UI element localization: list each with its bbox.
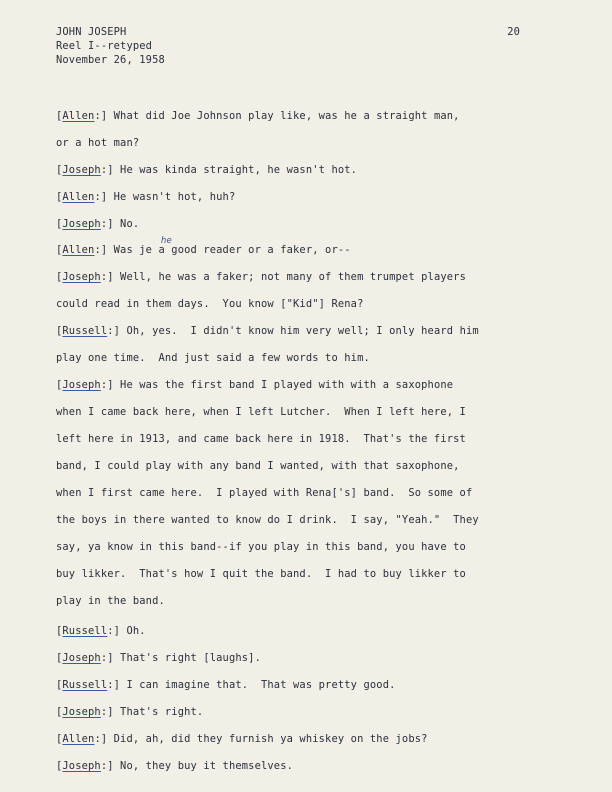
speaker-label: [Joseph:] xyxy=(56,760,114,772)
transcript-line xyxy=(56,759,293,773)
speaker-label: [Allen:] xyxy=(56,733,108,745)
line-text: Well, he was a faker; not many of them trumpet players xyxy=(113,271,466,283)
transcript-line xyxy=(56,624,146,638)
transcript-line xyxy=(56,567,466,581)
transcript-line xyxy=(56,324,479,338)
transcript-line xyxy=(56,705,203,719)
transcript-line xyxy=(56,594,165,608)
speaker-label: [Russell:] xyxy=(56,325,121,337)
speaker-label: [Allen:] xyxy=(56,244,108,256)
line-text: left here in 1913, and came back here in 1918. That's the first xyxy=(56,433,466,445)
line-text: or a hot man? xyxy=(56,137,140,149)
line-text: That's right [laughs]. xyxy=(113,652,261,664)
page-number: 20 xyxy=(507,26,520,38)
line-text: I can imagine that. That was pretty good. xyxy=(120,679,396,691)
line-text: the boys in there wanted to know do I drink. I say, "Yeah." They xyxy=(56,514,479,526)
line-text: Oh. xyxy=(120,625,146,637)
line-text: No, they buy it themselves. xyxy=(113,760,294,772)
line-text: when I first came here. I played with Rena['s] band. So some of xyxy=(56,487,473,499)
line-text: Oh, yes. I didn't know him very well; I only heard him xyxy=(120,325,479,337)
line-text: when I came back here, when I left Lutcher. When I left here, I xyxy=(56,406,466,418)
speaker-label: [Joseph:] xyxy=(56,379,114,391)
line-text: Did, ah, did they furnish ya whiskey on the jobs? xyxy=(107,733,428,745)
header-date: November 26, 1958 xyxy=(56,54,165,66)
transcript-line xyxy=(56,513,479,527)
transcript-line xyxy=(56,136,139,150)
line-text: That's right. xyxy=(113,706,204,718)
transcript-line xyxy=(56,405,466,419)
transcript-line xyxy=(56,109,460,123)
speaker-label: [Joseph:] xyxy=(56,652,114,664)
line-text: What did Joe Johnson play like, was he a straight man, xyxy=(107,110,460,122)
transcript-line xyxy=(56,651,261,665)
line-text: say, ya know in this band--if you play in this band, you have to xyxy=(56,541,466,553)
speaker-label: [Russell:] xyxy=(56,625,121,637)
speaker-label: [Allen:] xyxy=(56,191,108,203)
transcript-line xyxy=(56,297,363,311)
transcript-line xyxy=(56,378,453,392)
document-header xyxy=(56,25,165,67)
transcript-line xyxy=(56,243,351,257)
transcript-line xyxy=(56,190,235,204)
line-text: could read in them days. You know ["Kid"] Rena? xyxy=(56,298,364,310)
transcript-line xyxy=(56,459,460,473)
line-text: buy likker. That's how I quit the band. I had to buy likker to xyxy=(56,568,466,580)
speaker-label: [Joseph:] xyxy=(56,271,114,283)
header-interviewee: JOHN JOSEPH xyxy=(56,26,127,38)
transcript-line xyxy=(56,270,466,284)
transcript-line xyxy=(56,217,139,231)
transcript-line xyxy=(56,163,357,177)
line-text: No. xyxy=(113,218,140,230)
speaker-label: [Joseph:] xyxy=(56,164,114,176)
transcript-line xyxy=(56,540,466,554)
speaker-label: [Joseph:] xyxy=(56,706,114,718)
transcript-line xyxy=(56,432,466,446)
header-reel: Reel I--retyped xyxy=(56,40,153,52)
line-text: band, I could play with any band I wanted, with that saxophone, xyxy=(56,460,460,472)
handwritten-correction: he xyxy=(161,236,172,246)
transcript-line xyxy=(56,732,428,746)
speaker-label: [Joseph:] xyxy=(56,218,114,230)
speaker-label: [Allen:] xyxy=(56,110,108,122)
transcript-line xyxy=(56,486,472,500)
speaker-label: [Russell:] xyxy=(56,679,121,691)
line-text: He was kinda straight, he wasn't hot. xyxy=(113,164,358,176)
transcript-line xyxy=(56,678,396,692)
line-text: Was je a good reader or a faker, or-- xyxy=(107,244,351,256)
line-text: play one time. And just said a few words to him. xyxy=(56,352,370,364)
line-text: He was the first band I played with with a saxophone xyxy=(113,379,454,391)
line-text: play in the band. xyxy=(56,595,165,607)
line-text: He wasn't hot, huh? xyxy=(107,191,236,203)
transcript-line xyxy=(56,351,370,365)
